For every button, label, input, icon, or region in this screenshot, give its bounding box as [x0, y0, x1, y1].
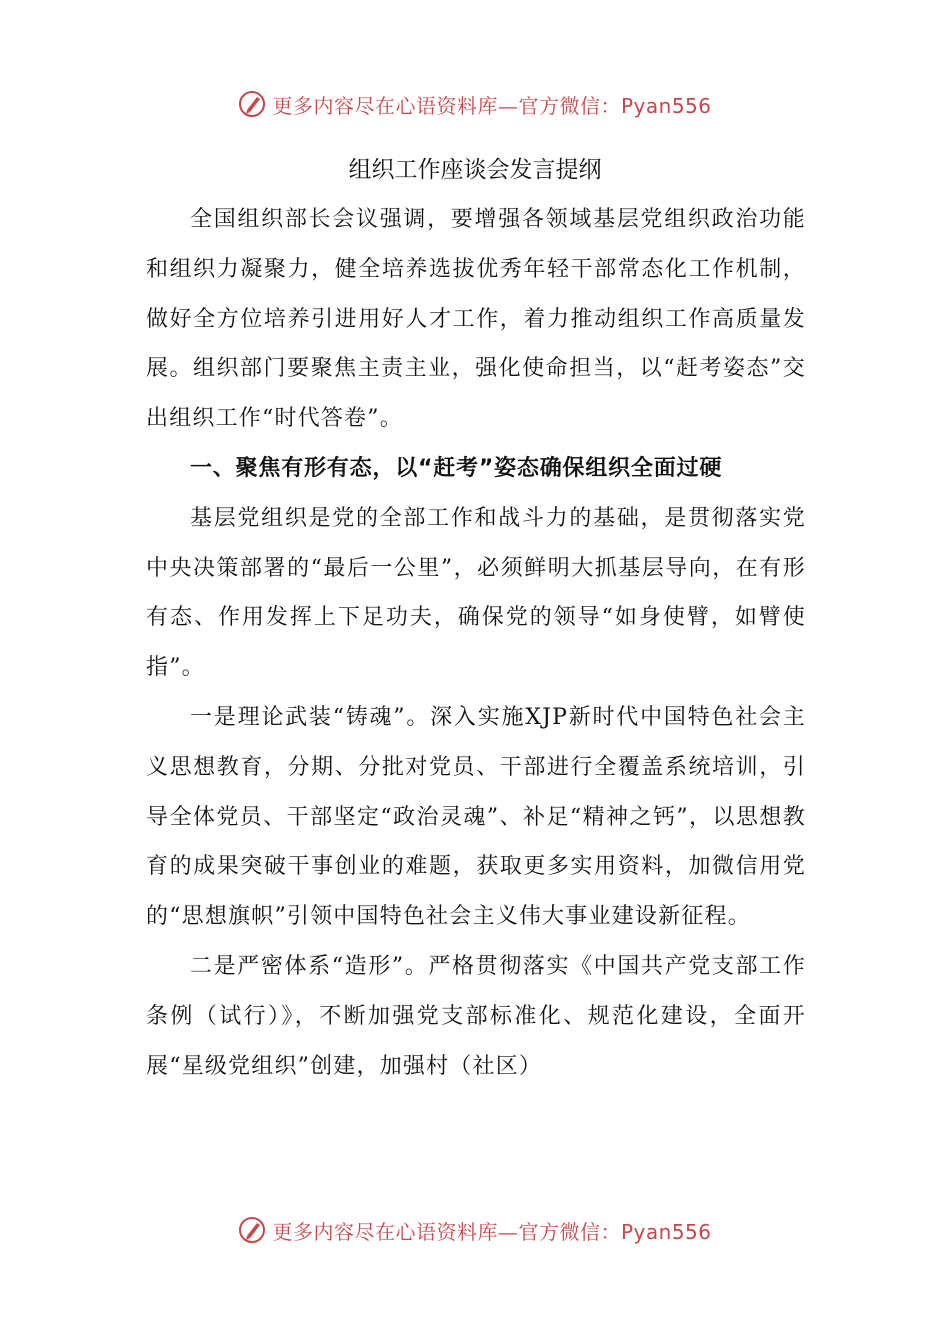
pen-circle-logo-icon — [238, 1215, 268, 1245]
section-heading-1: 一、聚焦有形有态，以“赶考”姿态确保组织全面过硬 — [190, 455, 723, 481]
section1-paragraph-1: 基层党组织是党的全部工作和战斗力的基础，是贯彻落实党中央决策部署的“最后一公里”，必须鲜明大抓基层导向，在有形有态、作用发挥上下足功夫，确保党的领导“如身使臂，如臂使指”。 — [146, 505, 806, 681]
section1-paragraph-3: 二是严密体系“造形”。严格贯彻落实《中国共产党支部工作条例（试行）》，不断加强党支部标准化、规范化建设，全面开展“星级党组织”创建，加强村（社区） — [146, 953, 806, 1079]
pen-circle-logo-icon — [238, 89, 268, 119]
document-title: 组织工作座谈会发言提纲 — [348, 157, 602, 183]
watermark-header — [0, 84, 950, 124]
intro-paragraph: 全国组织部长会议强调，要增强各领域基层党组织政治功能和组织力凝聚力，健全培养选拔优秀年轻干部常态化工作机制，做好全方位培养引进用好人才工作，着力推动组织工作高质量发展。组织部门要聚焦主责主业，强化使命担当，以“赶考姿态”交出组织工作“时代答卷”。 — [146, 207, 806, 432]
watermark-text: 更多内容尽在心语资料库—官方微信：Pyan556 — [272, 93, 712, 118]
watermark-footer — [0, 1210, 950, 1250]
watermark-text: 更多内容尽在心语资料库—官方微信：Pyan556 — [272, 1219, 712, 1244]
document-body — [146, 195, 806, 1091]
section1-paragraph-2: 一是理论武装“铸魂”。深入实施XJP新时代中国特色社会主义思想教育，分期、分批对党员、干部进行全覆盖系统培训，引导全体党员、干部坚定“政治灵魂”、补足“精神之钙”，以思想教育的成果突破干事创业的难题，获取更多实用资料，加微信用党的“思想旗帜”引领中国特色社会主义伟大事业建设新征程。 — [146, 704, 806, 930]
